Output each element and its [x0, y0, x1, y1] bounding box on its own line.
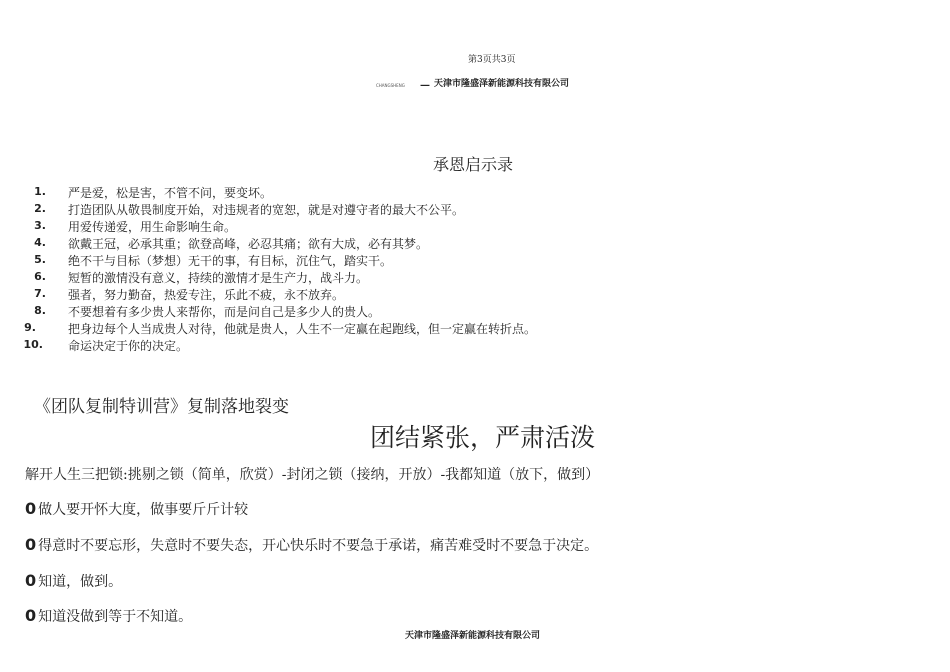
list-text: 严是爱，松是害，不管不问，要变坏。: [68, 186, 273, 200]
section-title: 承恩启示录: [433, 155, 514, 174]
list-number: 8.: [34, 304, 46, 317]
motto-heading: 团结紧张，严肃活泼: [370, 423, 596, 452]
bullet-marker: 0: [25, 606, 37, 625]
list-number: 1.: [34, 185, 46, 198]
list-number: 3.: [34, 219, 46, 232]
bullet-marker: 0: [25, 499, 37, 518]
bullet-text: 知道没做到等于不知道。: [38, 609, 193, 625]
list-number: 9.: [24, 321, 36, 334]
list-text: 欲戴王冠，必承其重；欲登高峰，必忍其痛；欲有大成，必有其梦。: [68, 237, 429, 251]
list-number: 2.: [34, 202, 46, 215]
list-number: 6.: [34, 270, 46, 283]
bullet-line: [25, 535, 598, 555]
header-dash: —: [420, 80, 430, 91]
list-number: 7.: [34, 287, 46, 300]
list-text: 不要想着有多少贵人来帮你，而是问自己是多少人的贵人。: [68, 305, 381, 319]
training-camp-title: 《团队复制特训营》复制落地裂变: [34, 397, 289, 417]
unlock-line: 解开人生三把锁:挑剔之锁（简单，欣赏）-封闭之锁（接纳，开放）-我都知道（放下，做到）: [25, 467, 600, 483]
bullet-text: 知道，做到。: [38, 574, 123, 590]
list-text: 短暂的激情没有意义，持续的激情才是生产力，战斗力。: [68, 271, 369, 285]
list-text: 绝不干与目标（梦想）无干的事，有目标，沉住气，踏实干。: [68, 254, 393, 268]
bullet-line: [25, 606, 192, 626]
bullet-text: 得意时不要忘形，失意时不要失态，开心快乐时不要急于承诺，痛苦难受时不要急于决定。: [38, 538, 599, 554]
list-text: 用爱传递爱，用生命影响生命。: [68, 220, 237, 234]
bullet-line: [25, 499, 248, 519]
company-logo: CHANGSHENG: [376, 83, 405, 88]
page-number: 第3页共3页: [468, 55, 516, 65]
list-text: 强者，努力勤奋，热爱专注，乐此不疲，永不放弃。: [68, 288, 345, 302]
footer-company-name: 天津市隆盛泽新能源科技有限公司: [405, 631, 541, 641]
bullet-marker: 0: [25, 535, 37, 554]
bullet-text: 做人要开怀大度，做事要斤斤计较: [38, 502, 249, 518]
list-number: 5.: [34, 253, 46, 266]
list-text: 把身边每个人当成贵人对待，他就是贵人，人生不一定赢在起跑线，但一定赢在转折点。: [68, 322, 537, 336]
list-number: 4.: [34, 236, 46, 249]
list-number: 10.: [23, 338, 43, 351]
list-text: 命运决定于你的决定。: [68, 339, 189, 353]
header-company-name: 天津市隆盛泽新能源科技有限公司: [434, 79, 570, 89]
bullet-line: [25, 571, 122, 591]
bullet-marker: 0: [25, 571, 37, 590]
list-text: 打造团队从敬畏制度开始，对违规者的宽恕，就是对遵守者的最大不公平。: [68, 203, 465, 217]
